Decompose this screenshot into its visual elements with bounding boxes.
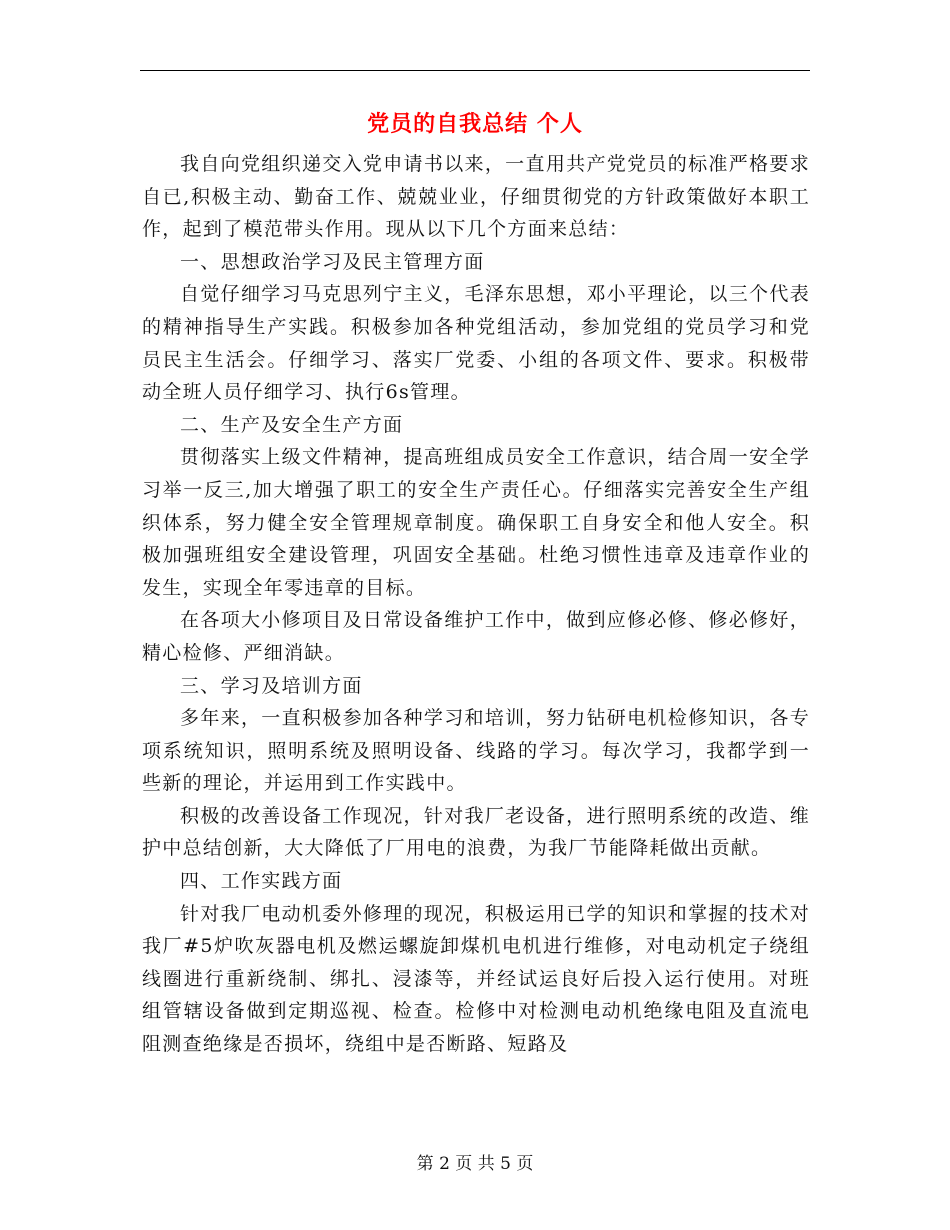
section-heading-2: 二、生产及安全生产方面 (180, 413, 404, 436)
paragraph-section-3b: 积极的改善设备工作现况，针对我厂老设备，进行照明系统的改造、维护中总结创新，大大降低了厂用电的浪费，为我厂节能降耗做出贡献。 (142, 804, 810, 860)
paragraph-section-4: 针对我厂电动机委外修理的现况，积极运用已学的知识和掌握的技术对我厂#5炉吹灰器电机及燃运螺旋卸煤机电机进行维修，对电动机定子绕组线圈进行重新绕制、绑扎、浸漆等，并经试运良好后投入运行使用。对班组管辖设备做到定期巡视、检查。检修中对检测电动机绝缘电阻及直流电阻测查绝缘是否损坏，绕组中是否断路、短路及 (142, 902, 810, 1056)
paragraph-intro: 我自向党组织递交入党申请书以来，一直用共产党党员的标准严格要求自已,积极主动、勤奋工作、兢兢业业，仔细贯彻党的方针政策做好本职工作，起到了模范带头作用。现从以下几个方面来总结： (142, 153, 810, 241)
paragraph-section-3a: 多年来，一直积极参加各种学习和培训，努力钻研电机检修知识，各专项系统知识，照明系统及照明设备、线路的学习。每次学习，我都学到一些新的理论，并运用到工作实践中。 (142, 707, 810, 795)
page-number-footer: 第 2 页 共 5 页 (416, 1154, 534, 1174)
section-heading-3: 三、学习及培训方面 (180, 674, 363, 697)
document-title: 党员的自我总结 个人 (367, 111, 583, 137)
header-divider (140, 70, 810, 71)
paragraph-section-2b: 在各项大小修项目及日常设备维护工作中，做到应修必修、修必修好，精心检修、严细消缺。 (142, 609, 810, 664)
section-heading-4: 四、工作实践方面 (180, 870, 343, 893)
document-body (142, 148, 810, 1061)
paragraph-section-2a: 贯彻落实上级文件精神，提高班组成员安全工作意识，结合周一安全学习举一反三,加大增强了职工的安全生产责任心。仔细落实完善安全生产组织体系，努力健全安全管理规章制度。确保职工自身安全和他人安全。积极加强班组安全建设管理，巩固安全基础。杜绝习惯性违章及违章作业的发生，实现全年零违章的目标。 (142, 446, 810, 599)
paragraph-section-1: 自觉仔细学习马克思列宁主义，毛泽东思想，邓小平理论，以三个代表的精神指导生产实践。积极参加各种党组活动，参加党组的党员学习和党员民主生活会。仔细学习、落实厂党委、小组的各项文件、要求。积极带动全班人员仔细学习、执行6s管理。 (142, 283, 810, 404)
section-heading-1: 一、思想政治学习及民主管理方面 (180, 250, 485, 273)
